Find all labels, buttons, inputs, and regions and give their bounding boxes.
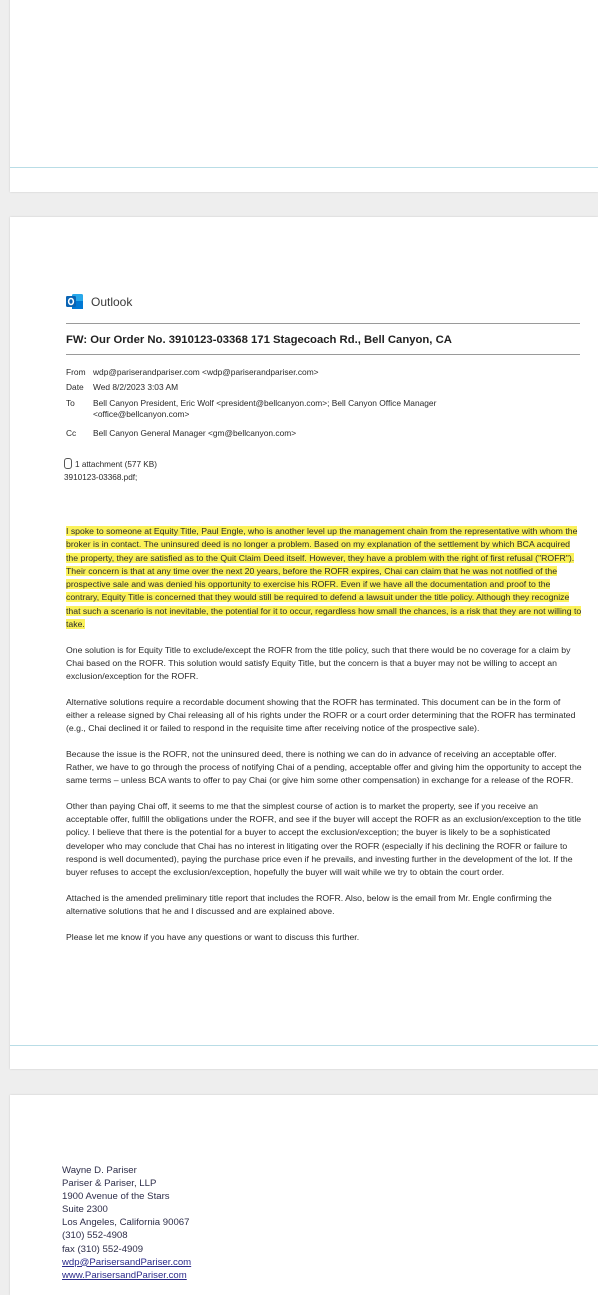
body-paragraph: Attached is the amended preliminary title report that includes the ROFR. Also, below is the email from Mr. Engle confirming the alternative solutions that he and I discussed and are explained above. bbox=[66, 892, 552, 917]
to-label: To bbox=[66, 398, 75, 408]
highlighted-paragraph: I spoke to someone at Equity Title, Paul Engle, who is another level up the management chain from the representative with whom the broker is in contact. The uninsured deed is no longer a problem. Based on my explanation of the settlement by which BCA acquired the property, they are satisfied as to the Quit Claim Deed itself. However, they have a problem with the right of first refusal ("ROFR"). Their concern is that at any time over the next 20 years, before the ROFR expires, Chai can claim that he was not notified of the prospective sale and was denied his opportunity to exercise his ROFR. Even if we have all the documentation and proof to the contrary, Equity Title is concerned that they would still be required to defend a lawsuit under the title policy. Although they recognize that such a scenario is not inevitable, the potential for it to occur, regardless how small the chances, is a risk that they are not willing to take. bbox=[66, 526, 582, 630]
from-row bbox=[66, 367, 319, 378]
from-value[interactable]: wdp@pariserandpariser.com <wdp@pariserandpariser.com> bbox=[93, 367, 319, 377]
body-paragraph: Alternative solutions require a recordable document showing that the ROFR has terminated. This document can be in the form of either a release signed by Chai releasing all of his rights under the ROFR or a court order determining that the ROFR has terminated (e.g., Chai declined it or failed to respond in the requisite time after receiving notice of the prospective sale). bbox=[66, 696, 576, 734]
attachment-summary bbox=[64, 458, 157, 469]
sig-website-link[interactable]: www.ParisersandPariser.com bbox=[62, 1269, 187, 1281]
attachment-count: 1 attachment (577 KB) bbox=[75, 460, 157, 469]
paperclip-icon bbox=[64, 458, 72, 469]
header-rule bbox=[66, 323, 580, 324]
to-row bbox=[66, 398, 437, 422]
sig-address1: 1900 Avenue of the Stars bbox=[62, 1191, 170, 1203]
subject-rule bbox=[66, 354, 580, 355]
body-paragraph: Other than paying Chai off, it seems to me that the simplest course of action is to market the property, see if you receive an acceptable offer, fulfill the obligations under the ROFR, and see if the buyer will accept the ROFR as an exclusion/exception to the title policy. I believe that there is the potential for a buyer to accept the exclusion/exception; the buyer is likely to be a sophisticated developer who may conclude that Chai has no interest in litigating over the ROFR (especially if his declining the ROFR or failure to respond is well documented), paying the purchase price even if he prevails, and investing further in the development of the lot. If the buyer refuses to accept the exclusion/exception, hopefully the buyer will wait while we try to obtain the court order. bbox=[66, 800, 582, 878]
date-label: Date bbox=[66, 382, 84, 392]
sig-address2: Suite 2300 bbox=[62, 1204, 108, 1216]
email-body bbox=[66, 525, 582, 956]
app-name: Outlook bbox=[91, 295, 133, 309]
from-label: From bbox=[66, 367, 86, 377]
sig-firm: Pariser & Pariser, LLP bbox=[62, 1178, 157, 1190]
sig-name: Wayne D. Pariser bbox=[62, 1165, 137, 1176]
page-divider bbox=[10, 1045, 598, 1046]
page-divider bbox=[10, 167, 598, 168]
body-paragraph: One solution is for Equity Title to exclude/except the ROFR from the title policy, such that there would be no coverage for a claim by Chai based on the ROFR. This solution would satisfy Equity Title, but the concern is that a buyer may not be willing to accept an exclusion/exception for the ROFR. bbox=[66, 644, 571, 682]
to-value[interactable]: Bell Canyon President, Eric Wolf <president@bellcanyon.com>; Bell Canyon Office Manager <office@bellcanyon.com> bbox=[93, 398, 437, 419]
sig-email-link[interactable]: wdp@ParisersandPariser.com bbox=[62, 1256, 192, 1268]
page-top bbox=[10, 0, 598, 192]
body-paragraph: Please let me know if you have any questions or want to discuss this further. bbox=[66, 931, 360, 942]
date-row bbox=[66, 382, 179, 393]
outlook-logo-icon bbox=[66, 293, 84, 310]
sig-fax: fax (310) 552-4909 bbox=[62, 1243, 144, 1255]
cc-row bbox=[66, 428, 297, 439]
sig-phone: (310) 552-4908 bbox=[62, 1230, 128, 1242]
body-paragraph bbox=[66, 525, 582, 631]
cc-value[interactable]: Bell Canyon General Manager <gm@bellcanyon.com> bbox=[93, 428, 297, 438]
date-value: Wed 8/2/2023 3:03 AM bbox=[93, 382, 179, 392]
cc-label: Cc bbox=[66, 428, 77, 438]
body-paragraph: Because the issue is the ROFR, not the uninsured deed, there is nothing we can do in advance of receiving an acceptable offer. Rather, we have to go through the process of notifying Chai of a pending, acceptable offer and giving him the opportunity to accept the same terms – unless BCA wants to offer to pay Chai (or give him some other compensation) in exchange for a release of the ROFR. bbox=[66, 748, 582, 786]
attachment-file[interactable]: 3910123-03368.pdf; bbox=[64, 473, 138, 482]
sig-city: Los Angeles, California 90067 bbox=[62, 1217, 190, 1229]
email-subject: FW: Our Order No. 3910123-03368 171 Stagecoach Rd., Bell Canyon, CA bbox=[66, 334, 452, 346]
signature-block bbox=[62, 1164, 191, 1282]
